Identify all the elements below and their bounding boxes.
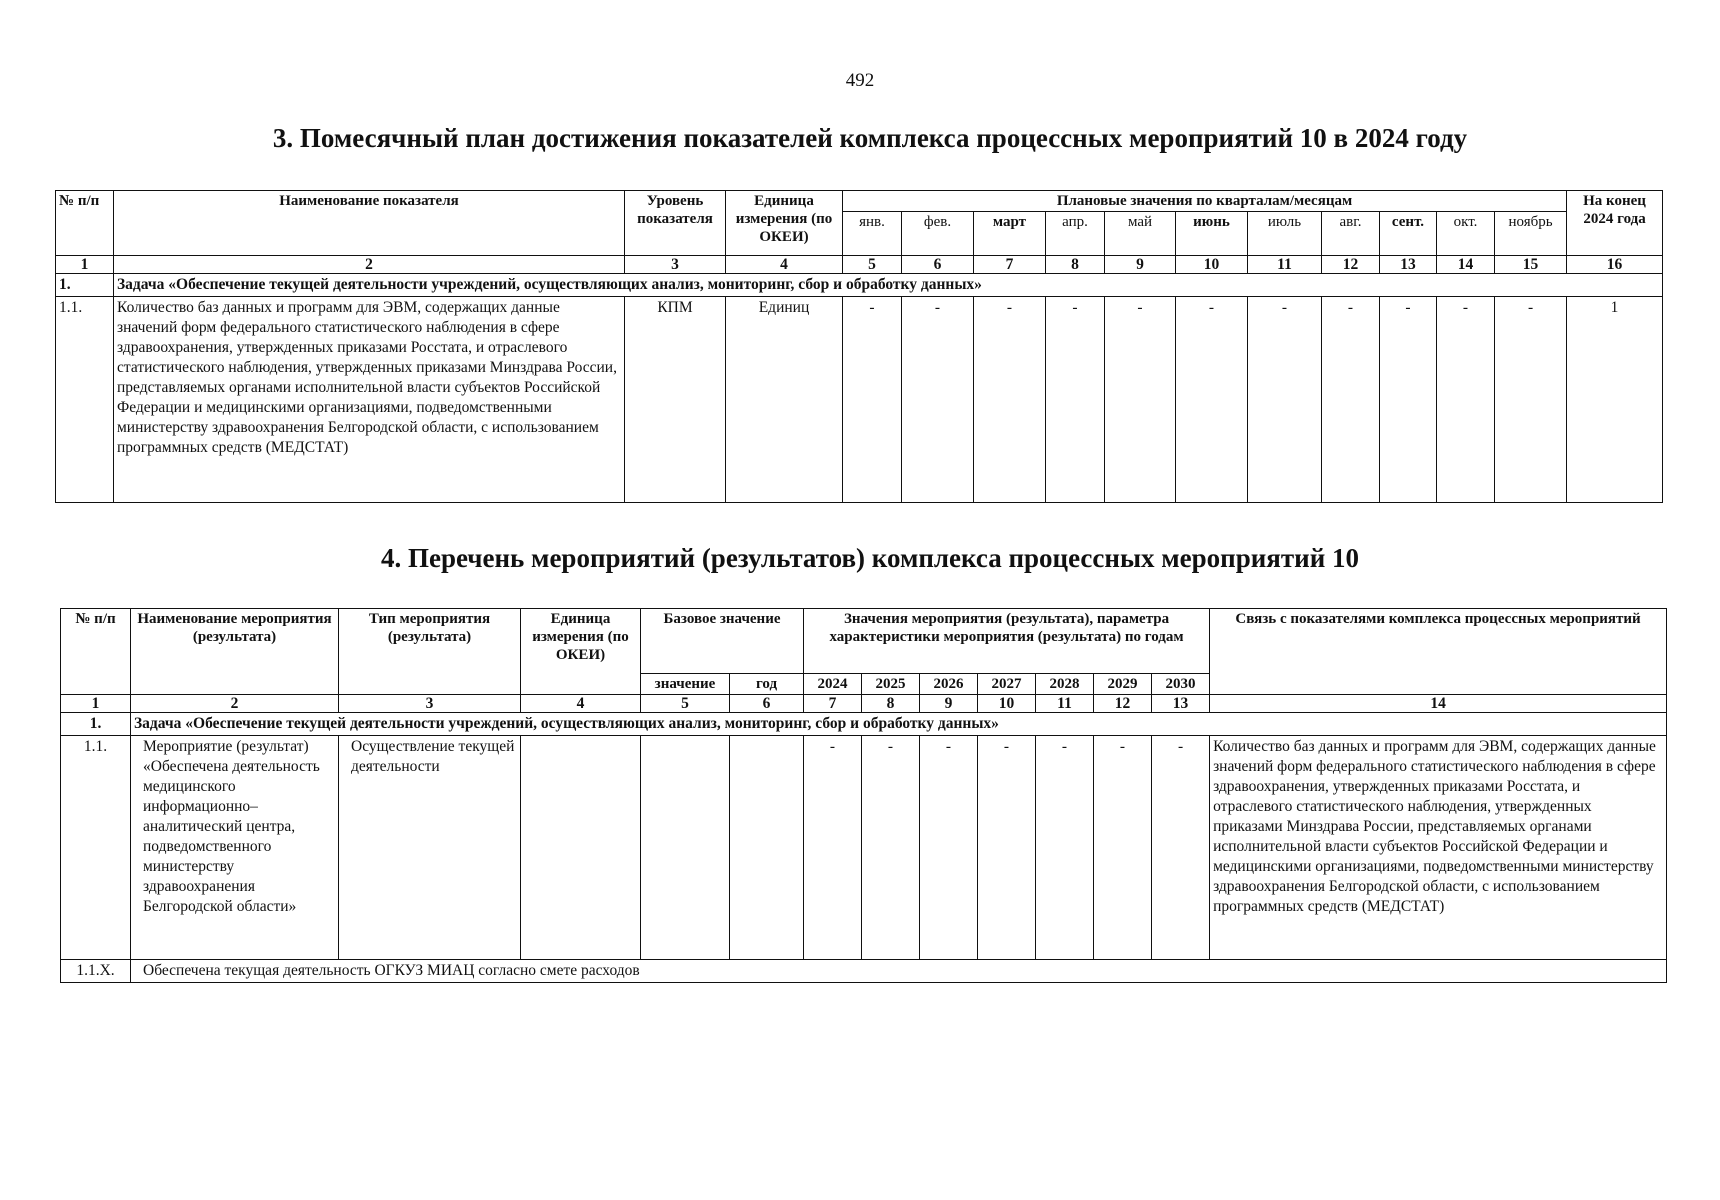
month-value: - [1176, 297, 1248, 503]
base-year-header: год [730, 674, 804, 695]
index-cell: 11 [1036, 695, 1094, 713]
index-cell: 1 [56, 256, 114, 274]
section-4-title: 4. Перечень мероприятий (результатов) комплекса процессных мероприятий 10 [380, 543, 1360, 573]
month-header: ноябрь [1495, 212, 1567, 256]
year-value: - [1036, 736, 1094, 960]
activities-table [60, 608, 1667, 983]
year-header: 2024 [804, 674, 862, 695]
month-value: - [1380, 297, 1437, 503]
col-num-header: № п/п [56, 191, 114, 256]
year-value: - [1094, 736, 1152, 960]
year-header: 2030 [1152, 674, 1210, 695]
row-number: 1.1. [61, 736, 131, 960]
month-value: - [974, 297, 1046, 503]
index-cell: 14 [1437, 256, 1495, 274]
month-header: июнь [1176, 212, 1248, 256]
subrow-text: Обеспечена текущая деятельность ОГКУЗ МИАЦ согласно смете расходов [131, 960, 1667, 983]
section-3-title: 3. Помесячный план достижения показателей комплекса процессных мероприятий 10 в 2024 году [272, 123, 1468, 153]
index-cell: 4 [726, 256, 843, 274]
col-num-header: № п/п [61, 609, 131, 695]
task-number: 1. [56, 274, 114, 297]
year-header: 2025 [862, 674, 920, 695]
index-cell: 10 [1176, 256, 1248, 274]
index-cell: 13 [1152, 695, 1210, 713]
index-cell: 9 [1105, 256, 1176, 274]
col-link-header: Связь с показателями комплекса процессных мероприятий [1210, 609, 1667, 695]
year-value: - [862, 736, 920, 960]
month-value: - [843, 297, 902, 503]
col-end-header: На конец 2024 года [1567, 191, 1663, 256]
index-cell: 6 [730, 695, 804, 713]
month-value: - [1437, 297, 1495, 503]
indicator-unit: Единиц [726, 297, 843, 503]
end-of-year-value: 1 [1567, 297, 1663, 503]
col-type-header: Тип мероприятия (результата) [339, 609, 521, 695]
year-header: 2026 [920, 674, 978, 695]
index-cell: 3 [339, 695, 521, 713]
row-number: 1.1. [56, 297, 114, 503]
subrow-number: 1.1.Х. [61, 960, 131, 983]
month-header: март [974, 212, 1046, 256]
col-values-header: Значения мероприятия (результата), параметра характеристики мероприятия (результата) по годам [804, 609, 1210, 674]
month-value: - [1105, 297, 1176, 503]
month-header: фев. [902, 212, 974, 256]
index-cell: 11 [1248, 256, 1322, 274]
index-cell: 7 [974, 256, 1046, 274]
month-header: янв. [843, 212, 902, 256]
index-cell: 4 [521, 695, 641, 713]
index-cell: 1 [61, 695, 131, 713]
linked-indicator: Количество баз данных и программ для ЭВМ, содержащих данные значений форм федерального статистического наблюдения в сфере здравоохранения, утвержденных приказами Росстата, и отраслевого статистического наблюдения, утвержденных приказами Минздрава России, представляемых органами исполнительной власти субъектов Российской Федерации и медицинскими организациями, подведомственными министерству здравоохранения Белгородской области, с использованием программных средств (МЕДСТАТ) [1210, 736, 1667, 960]
month-value: - [1495, 297, 1567, 503]
index-cell: 2 [131, 695, 339, 713]
col-unit-header: Единица измерения (по ОКЕИ) [521, 609, 641, 695]
month-value: - [1046, 297, 1105, 503]
activity-name: Мероприятие (результат) «Обеспечена деятельность медицинского информационно–аналитический центра, подведомственного министерству здравоохранения Белгородской области» [131, 736, 339, 960]
month-header: окт. [1437, 212, 1495, 256]
index-cell: 8 [862, 695, 920, 713]
index-cell: 7 [804, 695, 862, 713]
index-cell: 9 [920, 695, 978, 713]
task-number: 1. [61, 713, 131, 736]
month-value: - [1322, 297, 1380, 503]
month-header: апр. [1046, 212, 1105, 256]
base-year [730, 736, 804, 960]
index-cell: 5 [843, 256, 902, 274]
index-cell: 12 [1322, 256, 1380, 274]
col-unit-header: Единица измерения (по ОКЕИ) [726, 191, 843, 256]
activity-type: Осуществление текущей деятельности [339, 736, 521, 960]
monthly-plan-table [55, 190, 1663, 503]
year-value: - [920, 736, 978, 960]
month-header: май [1105, 212, 1176, 256]
index-cell: 14 [1210, 695, 1667, 713]
activity-unit [521, 736, 641, 960]
month-header: авг. [1322, 212, 1380, 256]
col-name-header: Наименование мероприятия (результата) [131, 609, 339, 695]
task-text: Задача «Обеспечение текущей деятельности учреждений, осуществляющих анализ, мониторинг, сбор и обработку данных» [114, 274, 1663, 297]
col-planned-header: Плановые значения по кварталам/месяцам [843, 191, 1567, 212]
index-cell: 3 [625, 256, 726, 274]
index-cell: 12 [1094, 695, 1152, 713]
year-value: - [978, 736, 1036, 960]
base-value [641, 736, 730, 960]
index-cell: 2 [114, 256, 625, 274]
month-header: июль [1248, 212, 1322, 256]
index-cell: 16 [1567, 256, 1663, 274]
index-cell: 15 [1495, 256, 1567, 274]
year-header: 2027 [978, 674, 1036, 695]
page-number: 492 [845, 70, 875, 91]
col-name-header: Наименование показателя [114, 191, 625, 256]
year-header: 2029 [1094, 674, 1152, 695]
month-value: - [1248, 297, 1322, 503]
index-cell: 6 [902, 256, 974, 274]
indicator-level: КПМ [625, 297, 726, 503]
index-cell: 13 [1380, 256, 1437, 274]
index-cell: 10 [978, 695, 1036, 713]
index-cell: 8 [1046, 256, 1105, 274]
month-header: сент. [1380, 212, 1437, 256]
indicator-name: Количество баз данных и программ для ЭВМ, содержащих данные значений форм федерального статистического наблюдения в сфере здравоохранения, утвержденных приказами Росстата, и отраслевого статистического наблюдения, утвержденных приказами Минздрава России, представляемых органами исполнительной власти субъектов Российской Федерации и медицинскими организациями, подведомственными министерству здравоохранения Белгородской области, с использованием программных средств (МЕДСТАТ) [114, 297, 625, 503]
base-value-header: значение [641, 674, 730, 695]
year-header: 2028 [1036, 674, 1094, 695]
year-value: - [804, 736, 862, 960]
col-base-header: Базовое значение [641, 609, 804, 674]
col-level-header: Уровень показателя [625, 191, 726, 256]
month-value: - [902, 297, 974, 503]
task-text: Задача «Обеспечение текущей деятельности учреждений, осуществляющих анализ, мониторинг, сбор и обработку данных» [131, 713, 1667, 736]
year-value: - [1152, 736, 1210, 960]
index-cell: 5 [641, 695, 730, 713]
